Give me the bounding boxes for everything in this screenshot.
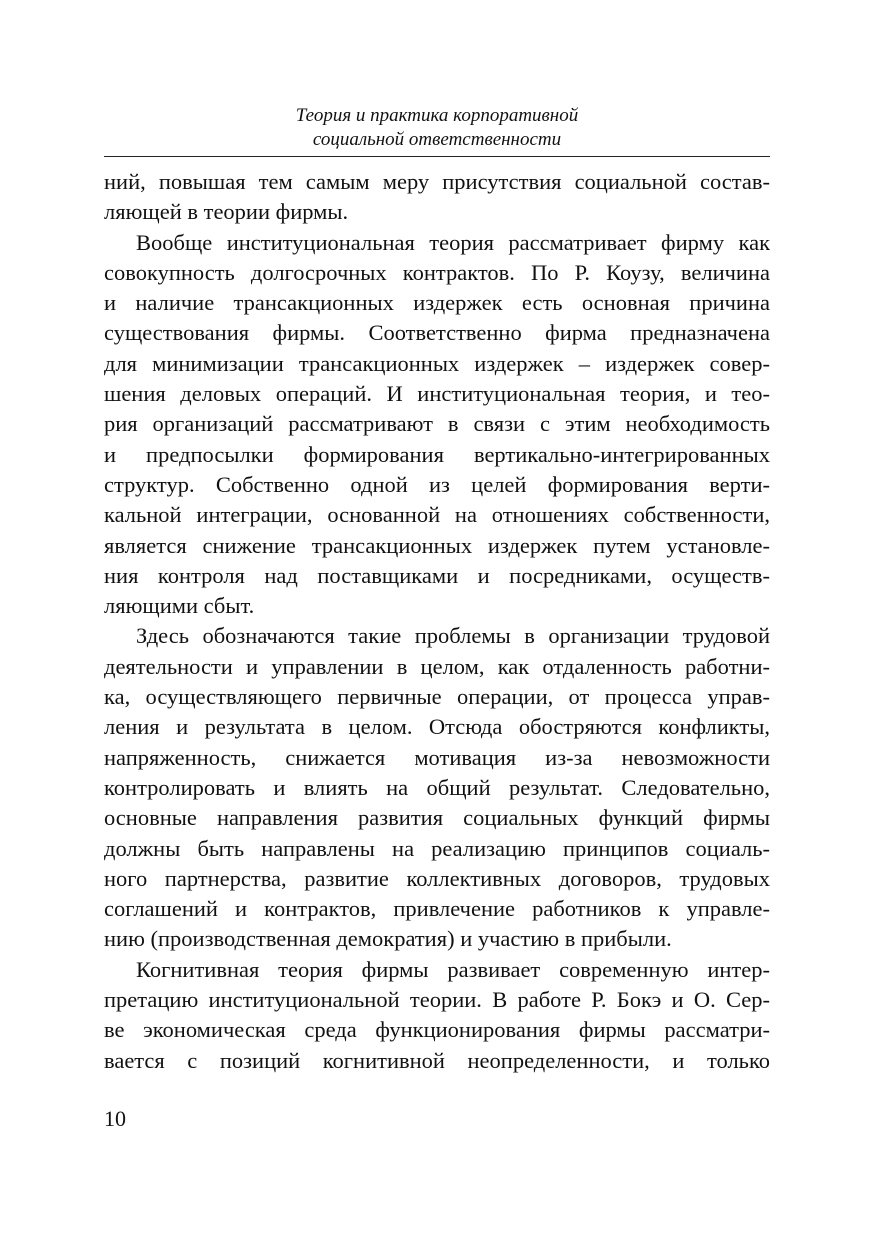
text-line: соглашений и контрактов, привлечение работников к управле- <box>104 896 770 922</box>
text-line: ного партнерства, развитие коллективных договоров, трудовых <box>104 865 770 891</box>
text-line: должны быть направлены на реализацию принципов социаль- <box>104 835 770 861</box>
paragraph <box>104 167 770 228</box>
text-line: напряженность, снижается мотивация из-за невозможности <box>104 744 770 770</box>
paragraph <box>104 228 770 622</box>
text-line: основные направления развития социальных функций фирмы <box>104 805 770 831</box>
running-header-line-1: Теория и практика корпоративной <box>295 105 579 126</box>
page-number: 10 <box>104 1106 126 1131</box>
text-line: и предпосылки формирования вертикально-интегрированных <box>104 441 770 467</box>
text-line: ний, повышая тем самым меру присутствия социальной состав- <box>104 169 770 194</box>
text-line: вается с позиций когнитивной неопределенности, и только <box>104 1047 770 1073</box>
running-header-line-2: социальной ответственности <box>312 129 562 150</box>
text-line: деятельности и управлении в целом, как отдаленность работни- <box>104 653 770 679</box>
text-line: ве экономическая среда функционирования фирмы рассматри- <box>104 1017 770 1043</box>
text-line: рия организаций рассматривают в связи с этим необходимость <box>104 411 770 437</box>
text-line: ка, осуществляющего первичные операции, от процесса управ- <box>104 684 770 710</box>
text-line: шения деловых операций. И институциональная теория, и тео- <box>104 381 770 407</box>
text-line: ляющими сбыт. <box>104 593 255 619</box>
text-line: ления и результата в целом. Отсюда обостряются конфликты, <box>104 714 770 740</box>
text-line: претацию институциональной теории. В работе Р. Бокэ и О. Сер- <box>104 987 770 1013</box>
text-line: контролировать и влиять на общий результат. Следовательно, <box>104 774 770 800</box>
text-line: Когнитивная теория фирмы развивает современную интер- <box>136 956 770 982</box>
text-line: Вообще институциональная теория рассматривает фирму как <box>136 229 770 255</box>
text-line: кальной интеграции, основанной на отношениях собственности, <box>104 502 770 528</box>
text-line: нию (производственная демократия) и участию в прибыли. <box>104 926 672 952</box>
text-line: Здесь обозначаются такие проблемы в организации трудовой <box>136 623 770 649</box>
text-line: для минимизации трансакционных издержек – издержек совер- <box>104 350 770 376</box>
text-line: структур. Собственно одной из целей формирования верти- <box>104 471 770 497</box>
text-line: ляющей в теории фирмы. <box>104 199 349 225</box>
text-line: ния контроля над поставщиками и посредниками, осуществ- <box>104 562 770 588</box>
text-line: совокупность долгосрочных контрактов. По Р. Коузу, величина <box>104 259 770 285</box>
text-line: является снижение трансакционных издержек путем установле- <box>104 532 770 558</box>
paragraph <box>104 621 770 954</box>
text-line: существования фирмы. Соответственно фирма предназначена <box>104 320 770 346</box>
paragraph <box>104 955 770 1076</box>
running-header <box>104 104 770 157</box>
text-line: и наличие трансакционных издержек есть основная причина <box>104 290 770 316</box>
body-text <box>104 167 770 1076</box>
